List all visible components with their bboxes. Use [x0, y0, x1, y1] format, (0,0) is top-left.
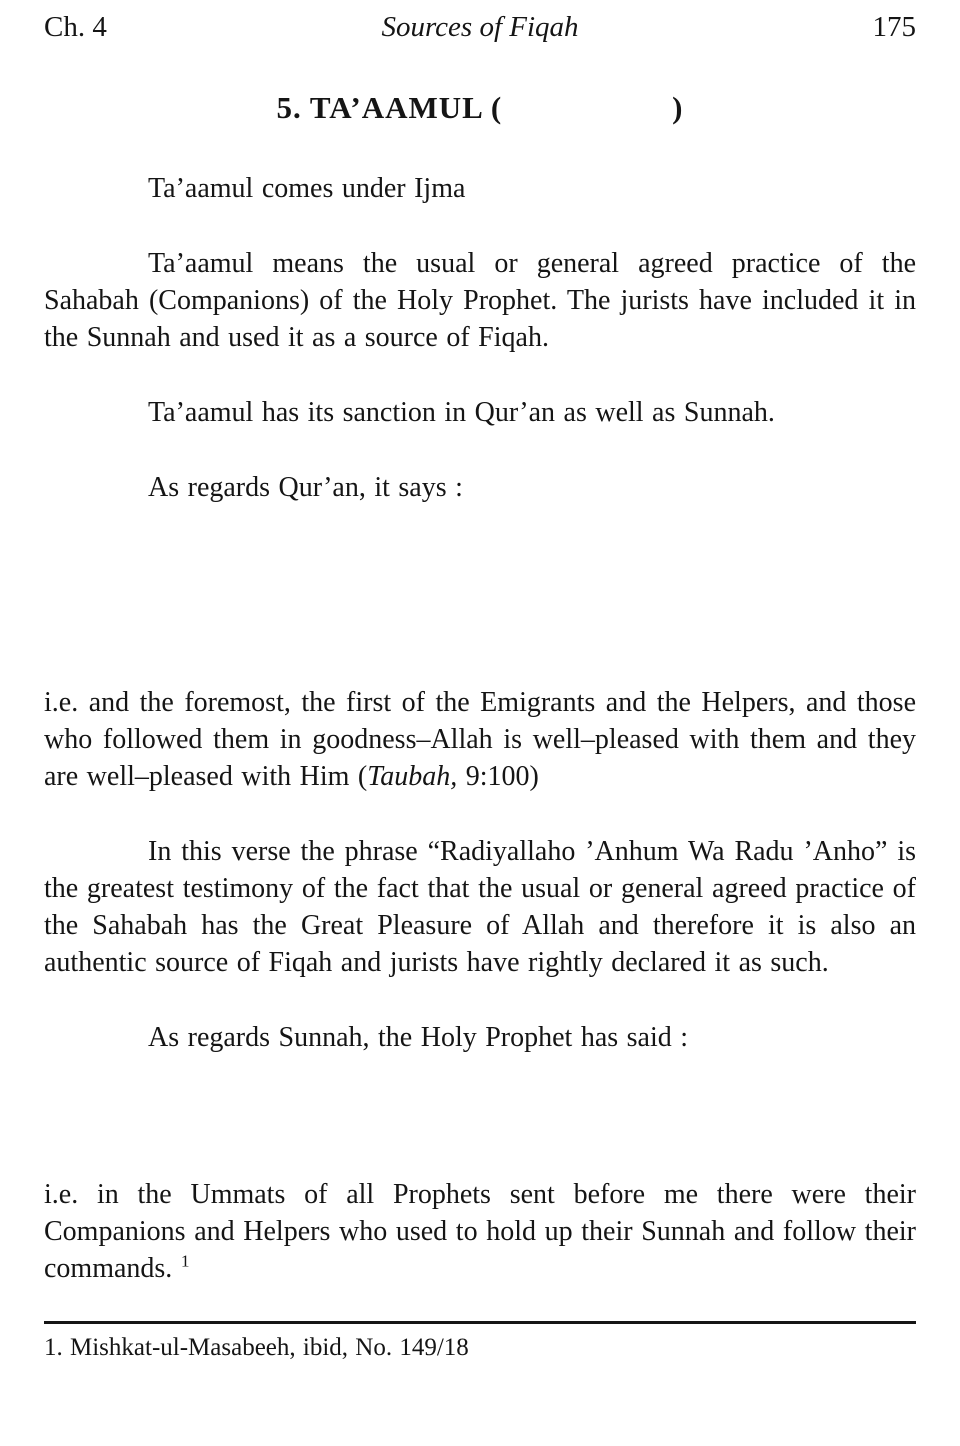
paragraph-as-regards-sunnah: As regards Sunnah, the Holy Prophet has said :: [148, 1022, 689, 1053]
section-heading: [44, 90, 916, 126]
footnote-rule: [44, 1321, 916, 1324]
paragraph-hadith-translation: [44, 1176, 916, 1287]
chapter-label: Ch. 4: [44, 11, 107, 43]
paragraph-verse-commentary: In this verse the phrase “Radiyallaho ’Anhum Wa Radu ’Anho” is the greatest testimony of the fact that the usual or general agreed practice of the Sahabah has the Great Pleasure of Allah and therefore it is also an authentic source of Fiqah and jurists have rightly declared it as such.: [44, 836, 916, 978]
page-header: [44, 10, 916, 44]
paragraph-sanction: Ta’aamul has its sanction in Qur’an as well as Sunnah.: [148, 397, 775, 428]
arabic-quote-space-quran: [44, 506, 916, 684]
paragraph-quran-translation: [44, 684, 916, 795]
paragraph-as-regards-quran: As regards Qur’an, it says :: [148, 472, 463, 503]
hadith-translation-text: i.e. in the Ummats of all Prophets sent before me there were their Companions and Helpers who used to hold up their Sunnah and follow their commands.: [44, 1179, 916, 1284]
translation-text-before: i.e. and the foremost, the first of the Emigrants and the Helpers, and those who followed them in goodness–Allah is well–pleased with them and they are well–pleased with Him (: [44, 687, 916, 792]
paragraph-taaamul-ijma: Ta’aamul comes under Ijma: [148, 173, 466, 204]
running-title: Sources of Fiqah: [381, 11, 579, 43]
arabic-quote-space-sunnah: [44, 1056, 916, 1176]
section-heading-text: 5. TA’AAMUL (: [276, 90, 503, 125]
translation-text-after: 9:100): [457, 761, 539, 792]
page-number: 175: [872, 11, 916, 43]
footnote-reference-marker: 1: [180, 1251, 190, 1271]
translation-source-italic: Taubah,: [367, 761, 458, 792]
paragraph-taaamul-definition: Ta’aamul means the usual or general agreed practice of the Sahabah (Companions) of the Holy Prophet. The jurists have included it in the Sunnah and used it as a source of Fiqah.: [44, 248, 916, 353]
section-heading-close-paren: ): [672, 90, 684, 125]
footnote-text: 1. Mishkat-ul-Masabeeh, ibid, No. 149/18: [44, 1334, 469, 1361]
